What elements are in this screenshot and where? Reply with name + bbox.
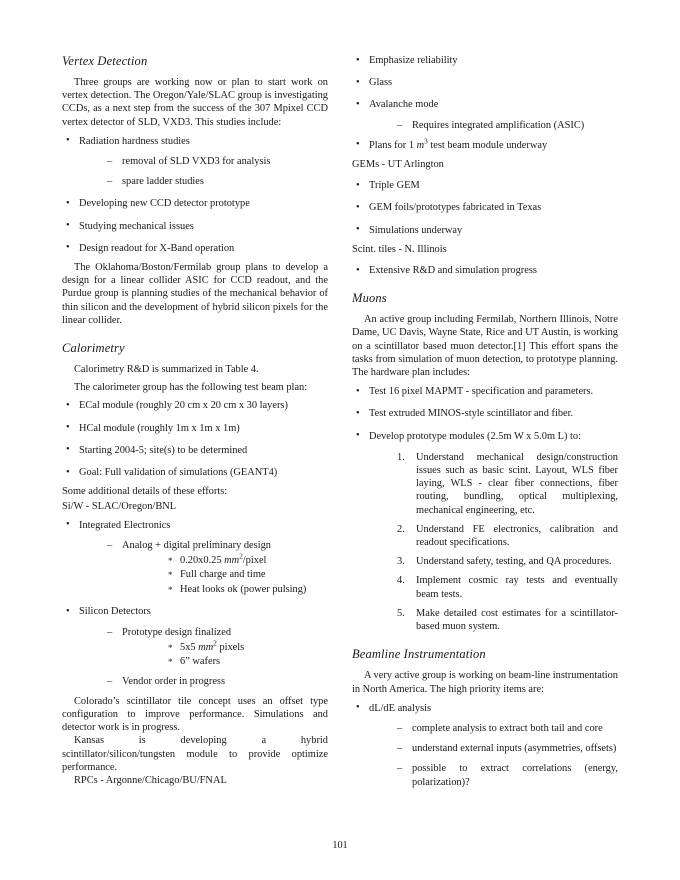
star-text-post: pixels: [216, 641, 245, 653]
list-item: [62, 605, 328, 687]
sub-item-text: Analog + digital preliminary design: [122, 539, 271, 551]
list-item: [62, 519, 328, 597]
list-item: • Developing new CCD detector prototype: [62, 197, 328, 210]
list-item: [352, 430, 618, 634]
sub-list-item: – Vendor order in progress: [79, 675, 328, 688]
integrated-electronics-sub-list: [79, 539, 328, 596]
list-item: [352, 98, 618, 131]
bullet-text: dL/dE analysis: [369, 702, 432, 714]
vertex-radiation-sub-list: [79, 155, 328, 188]
star-text-unit: mm: [224, 555, 240, 567]
star-list-item: * 6” wafers: [122, 655, 328, 668]
calorimetry-details-intro: Some additional details of these efforts:: [62, 486, 228, 498]
list-item: • Goal: Full validation of simulations (GEANT4): [62, 466, 328, 479]
subheading-scint-tiles: Scint. tiles - N. Illinois: [352, 243, 447, 255]
star-list-item: [122, 554, 328, 567]
sub-list-item: [79, 626, 328, 669]
sub-item-text: Prototype design finalized: [122, 626, 232, 638]
dldeanalysis-sub-list: [369, 722, 618, 789]
star-text-unit: mm: [198, 641, 214, 653]
kansas-paragraph: Kansas is developing a hybrid scintillator/silicon/tungsten module to provide optimize performance.: [62, 735, 328, 773]
beamline-priority-list: [352, 702, 618, 789]
list-item: • Studying mechanical issues: [62, 220, 328, 233]
colorado-paragraph: Colorado’s scintillator tile concept uses an offset type configuration to improve performance. Simulations and detector work is in progress.: [62, 695, 328, 734]
section-heading-muons: Muons: [352, 291, 387, 306]
star-list-item: [122, 641, 328, 654]
list-item: • Glass: [352, 76, 618, 89]
sub-list-item: – Requires integrated amplification (ASIC): [369, 119, 618, 132]
left-column: [62, 54, 328, 824]
sub-list-item: – possible to extract correlations (energy, polarization)?: [369, 762, 618, 788]
subheading-gems: GEMs - UT Arlington: [352, 159, 444, 171]
list-item: • Emphasize reliability: [352, 54, 618, 67]
calorimetry-paragraph-2: The calorimeter group has the following test beam plan:: [74, 382, 308, 394]
section-heading-vertex-detection: Vertex Detection: [62, 54, 148, 68]
vertex-detection-bullet-list: [62, 135, 328, 255]
sub-list-item: – complete analysis to extract both tail and core: [369, 722, 618, 735]
right-column: [352, 54, 618, 824]
avalanche-mode-sub-list: [369, 119, 618, 132]
sub-list-item: [79, 539, 328, 596]
bullet-text-post: test beam module underway: [427, 139, 548, 151]
bullet-text: Avalanche mode: [369, 99, 439, 111]
scint-bullet-list: [352, 264, 618, 277]
sub-list-item: – spare ladder studies: [79, 175, 328, 188]
sub-list-item: – removal of SLD VXD3 for analysis: [79, 155, 328, 168]
section-heading-beamline-instrumentation: Beamline Instrumentation: [352, 647, 486, 662]
star-text-exponent: 2: [213, 639, 217, 648]
numbered-list-item: Understand safety, testing, and QA procedures.: [416, 556, 612, 568]
bullet-text-pre: Plans for 1: [369, 139, 417, 151]
bullet-text: Radiation hardness studies: [79, 135, 190, 147]
bullet-text-exponent: 3: [424, 137, 428, 146]
rpc-bullet-list: [352, 54, 618, 152]
sub-list-item: – understand external inputs (asymmetries, offsets): [369, 742, 618, 755]
star-text-exponent: 2: [239, 552, 243, 561]
bullet-text: Silicon Detectors: [79, 606, 151, 618]
develop-prototype-numbered-list: [369, 451, 618, 633]
rpcs-line: RPCs - Argonne/Chicago/BU/FNAL: [74, 774, 227, 786]
list-item: [352, 139, 618, 152]
list-item: • Starting 2004-5; site(s) to be determined: [62, 444, 328, 457]
prototype-design-star-list: [122, 641, 328, 669]
section-heading-calorimetry: Calorimetry: [62, 341, 125, 356]
star-list-item: * Full charge and time: [122, 568, 328, 581]
numbered-list-item: Understand FE electronics, calibration and readout specifications.: [416, 523, 618, 549]
list-item: [62, 135, 328, 189]
list-item: • Design readout for X-Band operation: [62, 242, 328, 255]
si-w-bullet-list: [62, 519, 328, 688]
list-item: • Simulations underway: [352, 224, 618, 237]
star-text-pre: 0.20x0.25: [180, 555, 225, 567]
bullet-text-unit: m: [416, 139, 425, 151]
muons-intro-paragraph: An active group including Fermilab, Northern Illinois, Notre Dame, UC Davis, Wayne State, Rice and UT Austin, is working on a scintillator based muon detector.[1] This effort spans the tasks from simulation of muon detection, to prototype planning. The hardware plan includes:: [352, 314, 618, 379]
star-text-pre: 5x5: [180, 641, 199, 653]
list-item: [352, 702, 618, 789]
muons-hardware-plan-list: [352, 385, 618, 633]
numbered-list-item: Understand mechanical design/construction issues such as basic scint. Layout, WLS fiber laying, WLS - clear fiber connections, fiber routing, bundling, optical multiplexing, mechanical engineering, etc.: [416, 451, 618, 516]
beamline-intro-paragraph: A very active group is working on beam-line instrumentation in North America. The high priority items are:: [352, 670, 618, 695]
two-column-body: [62, 54, 618, 824]
list-item: • Test extruded MINOS-style scintillator and fiber.: [352, 407, 618, 420]
bullet-text: Develop prototype modules (2.5m W x 5.0m L) to:: [369, 430, 582, 442]
subheading-si-w: Si/W - SLAC/Oregon/BNL: [62, 501, 177, 513]
list-item: • HCal module (roughly 1m x 1m x 1m): [62, 422, 328, 435]
star-text-post: /pixel: [242, 555, 267, 567]
silicon-detectors-sub-list: [79, 626, 328, 688]
vertex-detection-intro-paragraph: Three groups are working now or plan to start work on vertex detection. The Oregon/Yale/SLAC group is investigating CCDs, as a next step from the success of the 307 Mpixel CCD vertex detector of SLD, VXD3. This studies include:: [62, 77, 328, 128]
list-item: • Extensive R&D and simulation progress: [352, 264, 618, 277]
list-item: • ECal module (roughly 20 cm x 20 cm x 30 layers): [62, 399, 328, 412]
page-number: 101: [332, 840, 348, 851]
analog-digital-star-list: [122, 554, 328, 596]
list-item: • Test 16 pixel MAPMT - specification and parameters.: [352, 385, 618, 398]
numbered-list-item: Implement cosmic ray tests and eventually beam tests.: [416, 575, 618, 600]
calorimetry-test-beam-list: [62, 399, 328, 479]
calorimetry-paragraph-1: Calorimetry R&D is summarized in Table 4.: [74, 364, 259, 376]
gem-bullet-list: [352, 179, 618, 237]
numbered-list-item: Make detailed cost estimates for a scintillator-based muon system.: [416, 607, 618, 633]
vertex-detection-closing-paragraph: The Oklahoma/Boston/Fermilab group plans to develop a design for a linear collider ASIC for CCD readout, and the Purdue group is planning studies of the mechanical behavior of thin silicon and the development of hybrid silicon pixels for the linear collider.: [62, 262, 328, 326]
list-item: • GEM foils/prototypes fabricated in Texas: [352, 201, 618, 214]
bullet-text: Integrated Electronics: [79, 519, 171, 531]
star-list-item: * Heat looks ok (power pulsing): [122, 583, 328, 596]
list-item: • Triple GEM: [352, 179, 618, 192]
